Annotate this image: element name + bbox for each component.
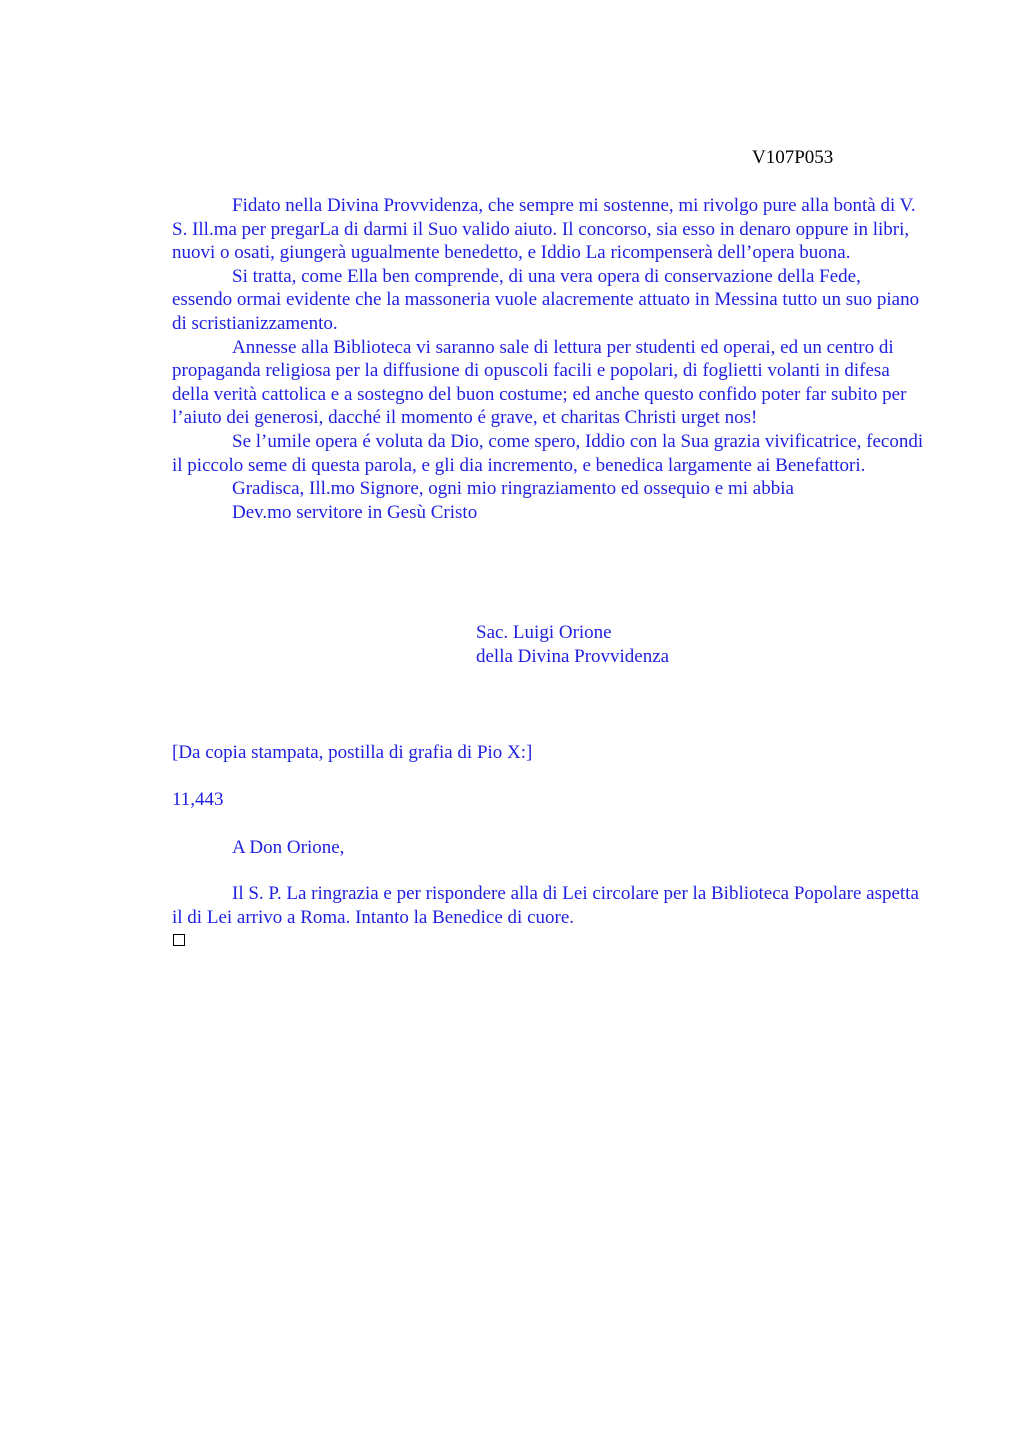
checkbox-glyph-icon (173, 934, 185, 946)
signature-name: Sac. Luigi Orione (476, 622, 612, 643)
source-note: [Da copia stampata, postilla di grafia di Pio X:] (172, 742, 533, 763)
closing-line-2: Dev.mo servitore in Gesù Cristo (232, 501, 478, 523)
salutation: A Don Orione, (232, 837, 345, 858)
letter-paragraph-3: Annesse alla Biblioteca vi saranno sale di lettura per studenti ed operai, ed un centro di propaganda religiosa per la diffusione di opuscoli facili e popolari, di foglietti volanti in difesa della verità cattolica e a sostegno del buon costume; ed anche questo confido poter far subito per l’aiuto dei generosi, dacché il momento é grave, et charitas Christi urget nos! (172, 336, 907, 429)
signature-title: della Divina Provvidenza (476, 645, 670, 667)
document-number: 11,443 (172, 789, 224, 810)
letter-body (172, 194, 924, 524)
letter-paragraph-1: Fidato nella Divina Provvidenza, che sempre mi sostenne, mi rivolgo pure alla bontà di V. S. Ill.ma per pregarLa di darmi il Suo valido aiuto. Il concorso, sia esso in denaro oppure in libri, nuovi o osati, giungerà ugualmente benedetto, e Iddio La ricompenserà dell’opera buona. (172, 195, 916, 264)
letter-paragraph-4: Se l’umile opera é voluta da Dio, come spero, Iddio con la Sua grazia vivificatrice, fecondi il piccolo seme di questa parola, e gli dia incremento, e benedica largamente ai Benefattori. (172, 430, 924, 476)
page-id: V107P053 (752, 147, 834, 168)
closing-line-1: Gradisca, Ill.mo Signore, ogni mio ringraziamento ed ossequio e mi abbia (232, 478, 794, 500)
letter-paragraph-2: Si tratta, come Ella ben comprende, di una vera opera di conservazione della Fede, essendo ormai evidente che la massoneria vuole alacremente attuato in Messina tutto un suo piano di scristianizzamento. (172, 265, 920, 334)
postscript-paragraph: Il S. P. La ringrazia e per rispondere alla di Lei circolare per la Biblioteca Popolare aspetta il di Lei arrivo a Roma. Intanto la Benedice di cuore. (172, 883, 919, 928)
signature-block (476, 621, 669, 668)
